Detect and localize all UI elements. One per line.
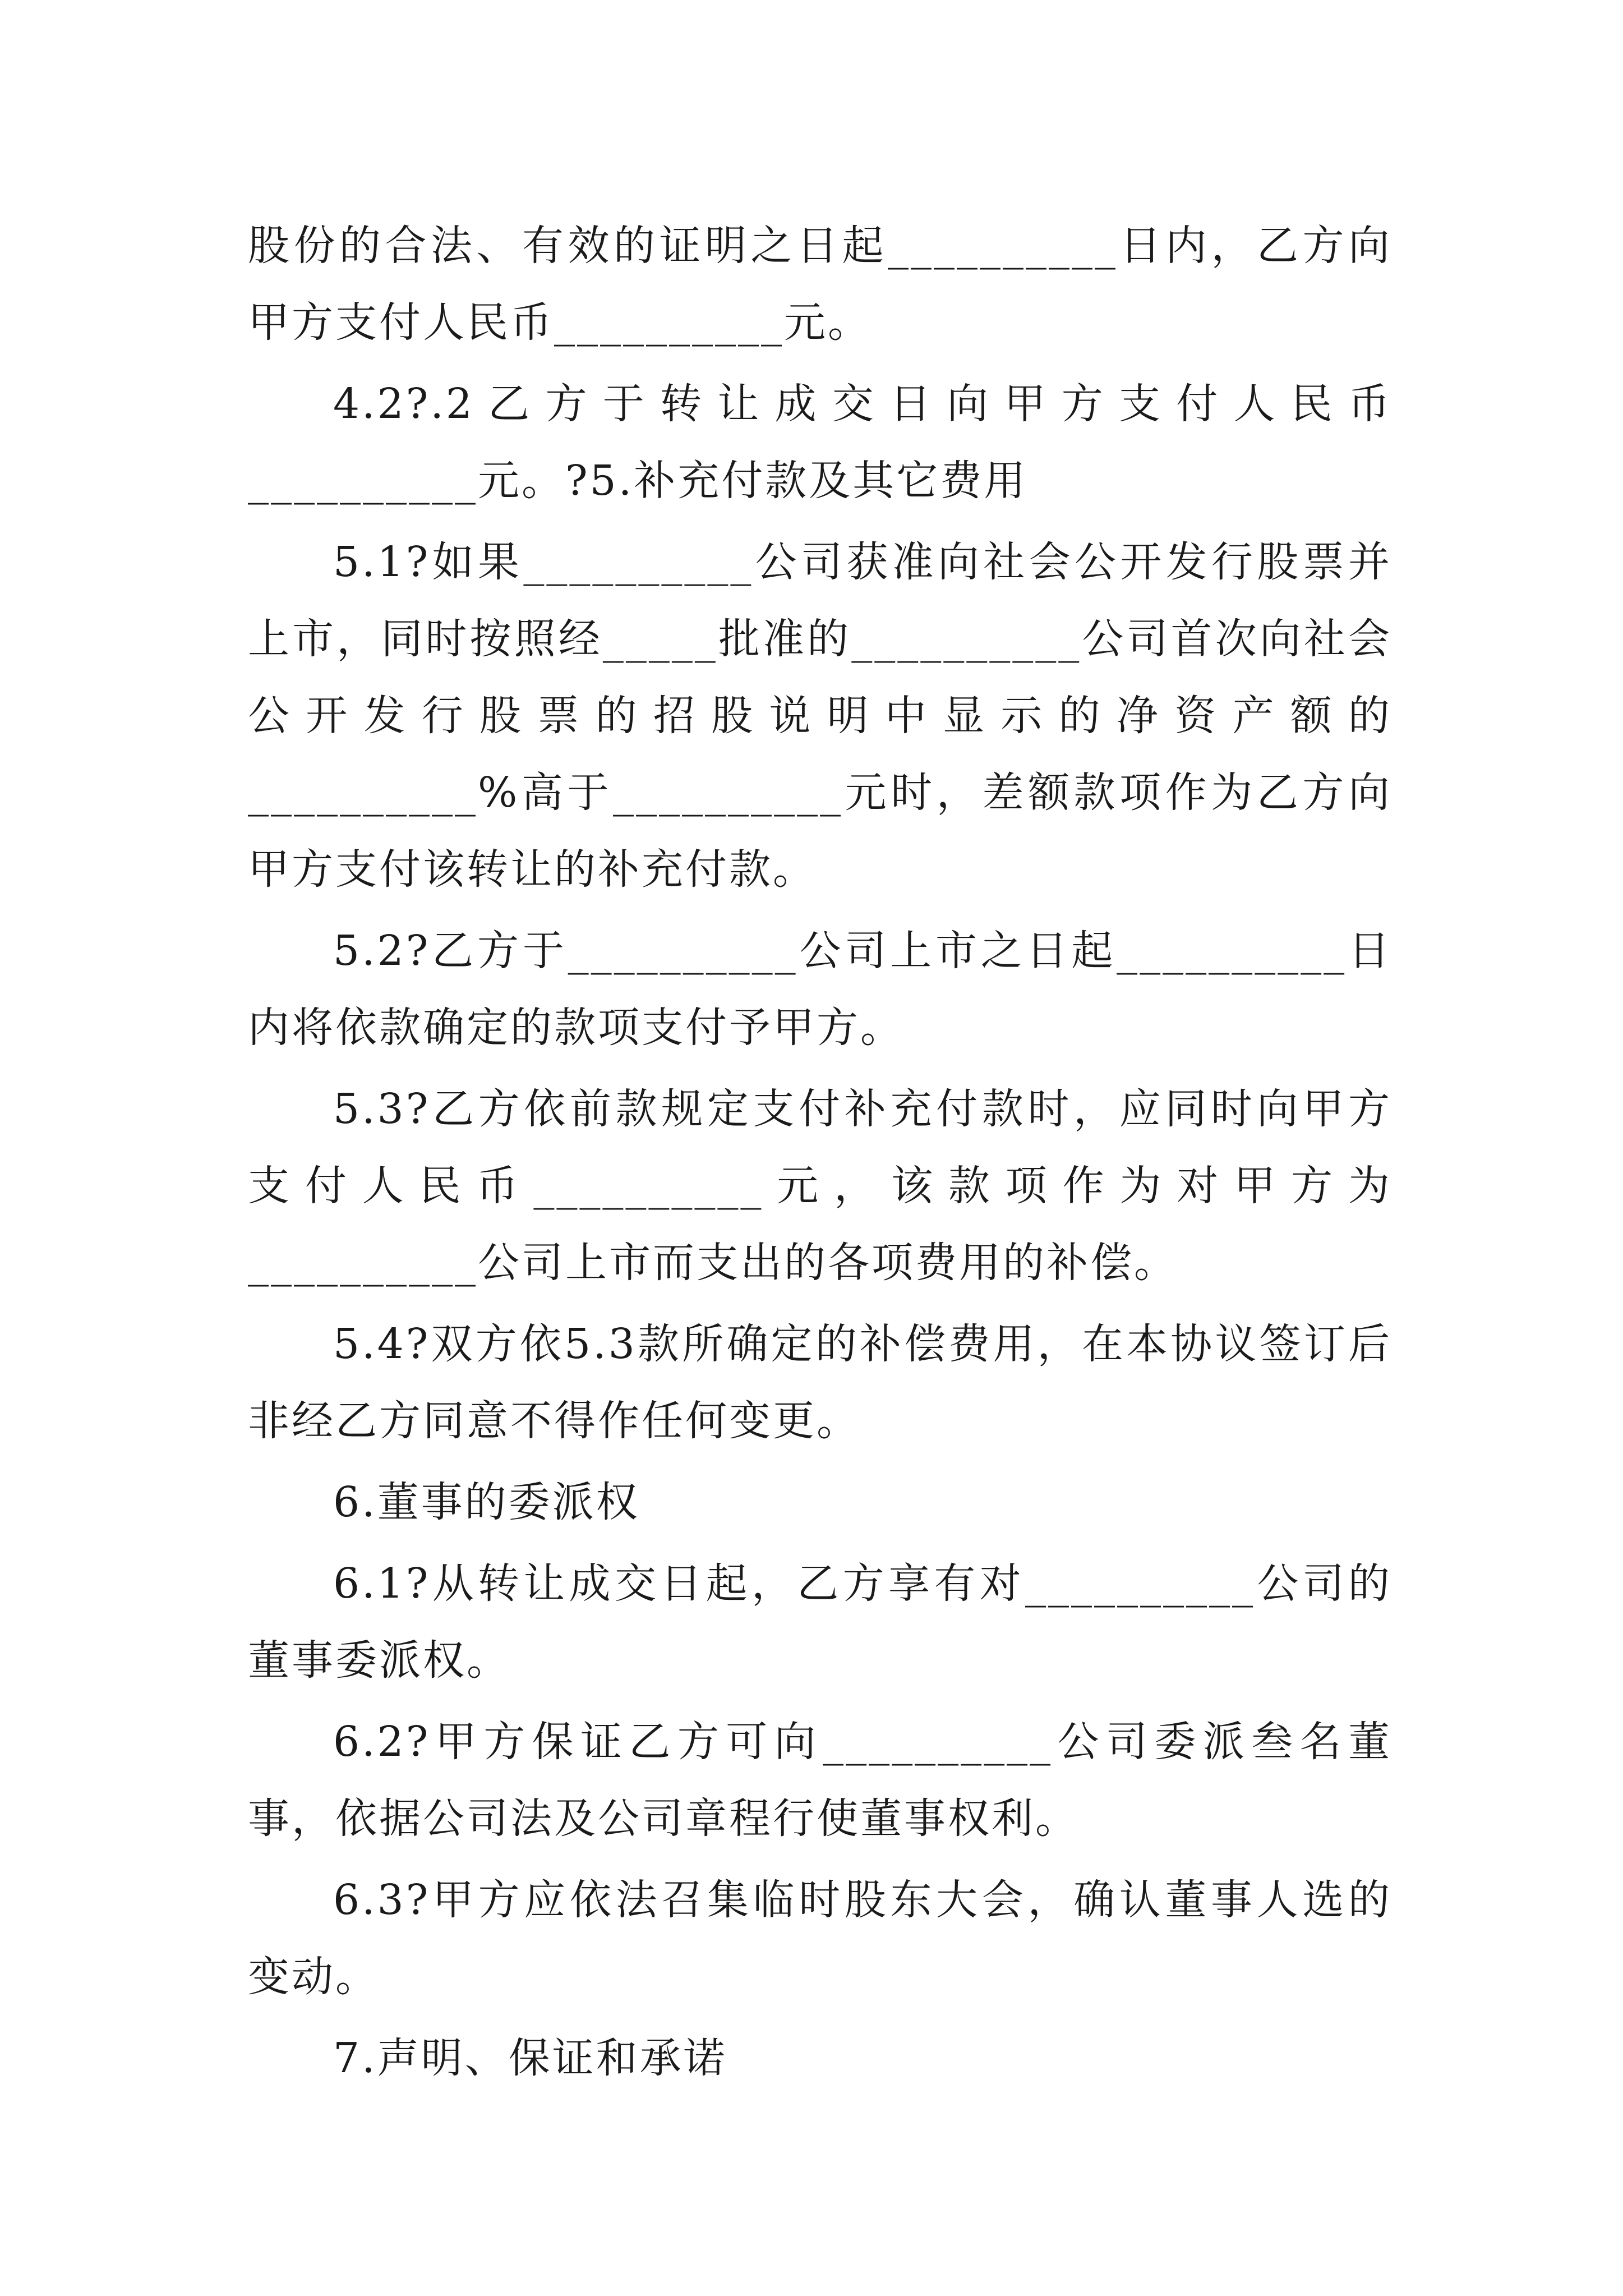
paragraph-5-3: 5.3?乙方依前款规定支付补充付款时，应同时向甲方支付人民币__________元，该款项作为对甲方为__________公司上市而支出的各项费用的补偿。 [248, 1085, 1392, 1287]
paragraph-payment-after-proof: 股份的合法、有效的证明之日起__________日内，乙方向甲方支付人民币__________元。 [248, 222, 1392, 347]
section-heading-6: 6.董事的委派权 [333, 1478, 640, 1526]
paragraph-6-3: 6.3?甲方应依法召集临时股东大会，确认董事人选的变动。 [248, 1876, 1392, 2001]
paragraph-5-4: 5.4?双方依5.3款所确定的补偿费用，在本协议签订后非经乙方同意不得作任何变更。 [248, 1320, 1392, 1445]
paragraph-5-2: 5.2?乙方于__________公司上市之日起__________日内将依款确定的款项支付予甲方。 [248, 927, 1392, 1052]
paragraph-5-1: 5.1?如果__________公司获准向社会公开发行股票并上市，同时按照经_____批准的__________公司首次向社会公开发行股票的招股说明中显示的净资产额的__________%高于__________元时，差额款项作为乙方向甲方支付该转让的补充付款。 [248, 538, 1392, 894]
paragraph-4-2-2: 4.2?.2乙方于转让成交日向甲方支付人民币__________元。?5.补充付款及其它费用 [248, 380, 1392, 505]
document-body [248, 208, 1392, 2097]
paragraph-6-2: 6.2?甲方保证乙方可向__________公司委派叁名董事，依据公司法及公司章程行使董事权利。 [248, 1718, 1392, 1843]
paragraph-6-1: 6.1?从转让成交日起，乙方享有对__________公司的董事委派权。 [248, 1559, 1392, 1685]
section-heading-7: 7.声明、保证和承诺 [333, 2034, 727, 2082]
